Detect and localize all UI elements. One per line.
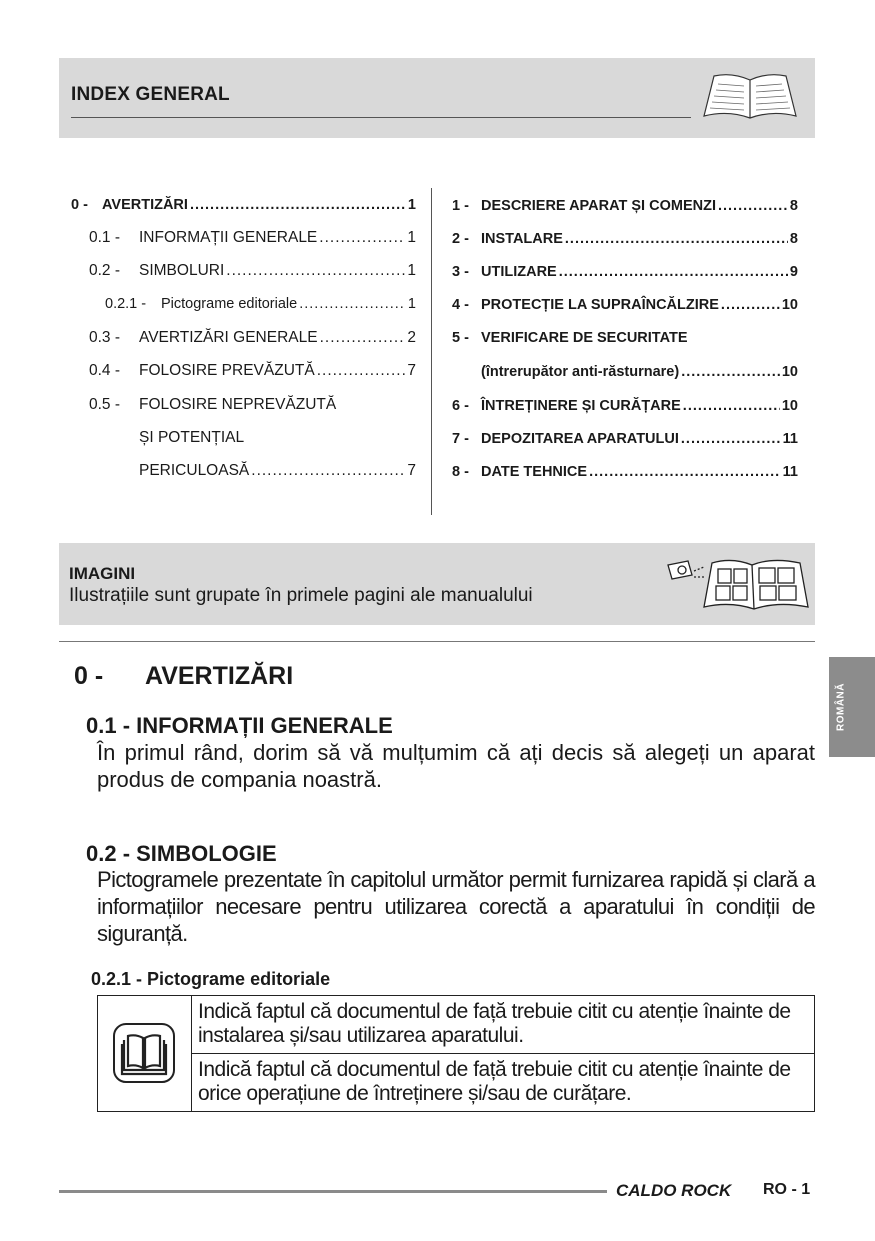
index-title: INDEX GENERAL	[71, 84, 230, 105]
toc-num: 0.2.1 -	[105, 296, 147, 312]
toc-entry[interactable]	[452, 296, 798, 314]
toc-leader	[565, 230, 788, 248]
toc-label: ȘI POTENȚIAL	[139, 429, 245, 446]
toc-num: 0.2 -	[89, 262, 121, 279]
toc-entry[interactable]	[452, 263, 798, 281]
section-number: 0 -	[74, 662, 104, 690]
toc-leader	[320, 329, 406, 347]
toc-entry[interactable]	[452, 463, 798, 481]
toc-leader	[226, 262, 405, 280]
toc-leader	[721, 296, 780, 314]
toc-leader	[190, 196, 406, 214]
toc-page: 10	[781, 297, 798, 313]
toc-label: SIMBOLURI	[139, 262, 225, 279]
subsection-title-general-info: 0.1 - INFORMAȚII GENERALE	[86, 713, 393, 738]
toc-leader	[718, 197, 788, 215]
toc-label: VERIFICARE DE SECURITATE	[481, 330, 688, 346]
header-underline	[71, 117, 691, 118]
section-title: AVERTIZĂRI	[145, 662, 294, 690]
illustrated-book-icon	[660, 553, 812, 613]
subsection-title-pictograms: 0.2.1 - Pictograme editoriale	[91, 969, 331, 989]
toc-entry[interactable]	[89, 396, 416, 414]
general-info-paragraph: În primul rând, dorim să vă mulțumim că ați decis să alegeți un aparat produs de compania noastră.	[97, 740, 815, 792]
toc-leader	[681, 363, 780, 381]
pictogram-row-read-before-maintenance: Indică faptul că documentul de față trebuie citit cu atenție înainte de orice operațiune de întreținere și/sau de curățare.	[198, 1058, 791, 1105]
toc-page: 9	[789, 264, 798, 280]
toc-num: 1 -	[452, 198, 469, 214]
toc-num: 0.1 -	[89, 229, 121, 246]
toc-label: PERICULOASĂ	[139, 462, 250, 479]
toc-page: 8	[789, 198, 798, 214]
toc-leader	[589, 463, 781, 481]
table-row-divider	[191, 1053, 815, 1054]
toc-num: 3 -	[452, 264, 469, 280]
section-separator	[59, 641, 815, 642]
toc-page: 1	[407, 229, 416, 246]
toc-entry[interactable]	[89, 229, 416, 247]
toc-label: AVERTIZĂRI	[102, 197, 188, 213]
toc-entry-continued[interactable]	[139, 462, 416, 480]
toc-num: 0 -	[71, 197, 88, 213]
manual-book-icon	[112, 1022, 176, 1084]
toc-entry[interactable]	[89, 329, 416, 347]
pictogram-row-read-before-install: Indică faptul că documentul de față trebuie citit cu atenție înainte de instalarea și/sau utilizarea aparatului.	[198, 1000, 791, 1047]
toc-page: 1	[407, 262, 416, 279]
toc-page: 7	[407, 462, 416, 479]
toc-leader	[251, 462, 405, 480]
toc-leader	[683, 397, 780, 415]
images-title: IMAGINI	[69, 564, 136, 583]
toc-num: 0.4 -	[89, 362, 121, 379]
toc-num: 8 -	[452, 464, 469, 480]
toc-entry[interactable]	[452, 230, 798, 248]
toc-label: DEPOZITAREA APARATULUI	[481, 431, 679, 447]
toc-label: ÎNTREȚINERE ȘI CURĂȚARE	[481, 398, 681, 414]
toc-num: 5 -	[452, 330, 469, 346]
toc-entry[interactable]	[89, 262, 416, 280]
toc-label: Pictograme editoriale	[161, 296, 298, 312]
footer-brand: CALDO ROCK	[616, 1181, 732, 1200]
toc-label: INFORMAȚII GENERALE	[139, 229, 318, 246]
toc-leader	[319, 229, 405, 247]
toc-label: PROTECȚIE LA SUPRAÎNCĂLZIRE	[481, 297, 719, 313]
toc-label: FOLOSIRE NEPREVĂZUTĂ	[139, 396, 337, 413]
symbology-paragraph: Pictogramele prezentate în capitolul următor permit furnizarea rapidă și clară a informațiilor necesare pentru utilizarea corectă a aparatului în condiții de siguranță.	[97, 867, 815, 946]
toc-entry-continued[interactable]	[481, 363, 798, 381]
toc-num: 0.5 -	[89, 396, 121, 413]
toc-page: 11	[782, 431, 798, 447]
footer-page-number: RO - 1	[763, 1181, 811, 1198]
open-book-icon	[700, 68, 800, 122]
images-note: Ilustrațiile sunt grupate în primele pagini ale manualului	[69, 585, 533, 606]
toc-entry[interactable]	[452, 197, 798, 215]
toc-page: 10	[781, 364, 798, 380]
toc-num: 6 -	[452, 398, 469, 414]
language-tab-label: ROMÂNĂ	[835, 683, 847, 731]
toc-page: 11	[782, 464, 798, 480]
toc-entry[interactable]	[452, 397, 798, 415]
toc-page: 2	[407, 329, 416, 346]
toc-label: AVERTIZĂRI GENERALE	[139, 329, 318, 346]
toc-column-divider	[431, 188, 432, 515]
toc-num: 7 -	[452, 431, 469, 447]
toc-page: 10	[781, 398, 798, 414]
footer-rule	[59, 1190, 607, 1193]
toc-entry[interactable]	[452, 430, 798, 448]
toc-label: DESCRIERE APARAT ȘI COMENZI	[481, 198, 716, 214]
toc-entry[interactable]	[452, 329, 798, 347]
toc-leader	[681, 430, 781, 448]
toc-page: 1	[407, 197, 416, 213]
toc-leader	[559, 263, 788, 281]
toc-num: 2 -	[452, 231, 469, 247]
toc-entry[interactable]	[71, 196, 416, 214]
toc-label: FOLOSIRE PREVĂZUTĂ	[139, 362, 315, 379]
toc-entry[interactable]	[89, 362, 416, 380]
toc-label: (întrerupător anti-răsturnare)	[481, 364, 680, 380]
toc-entry[interactable]	[105, 295, 416, 313]
toc-label: DATE TEHNICE	[481, 464, 588, 480]
toc-page: 7	[407, 362, 416, 379]
toc-num: 0.3 -	[89, 329, 121, 346]
toc-leader	[317, 362, 406, 380]
subsection-title-symbology: 0.2 - SIMBOLOGIE	[86, 841, 277, 866]
toc-leader	[299, 295, 406, 313]
toc-label: INSTALARE	[481, 231, 563, 247]
toc-entry-continued	[139, 429, 416, 447]
toc-label: UTILIZARE	[481, 264, 557, 280]
toc-page: 1	[407, 296, 416, 312]
toc-page: 8	[789, 231, 798, 247]
toc-num: 4 -	[452, 297, 469, 313]
